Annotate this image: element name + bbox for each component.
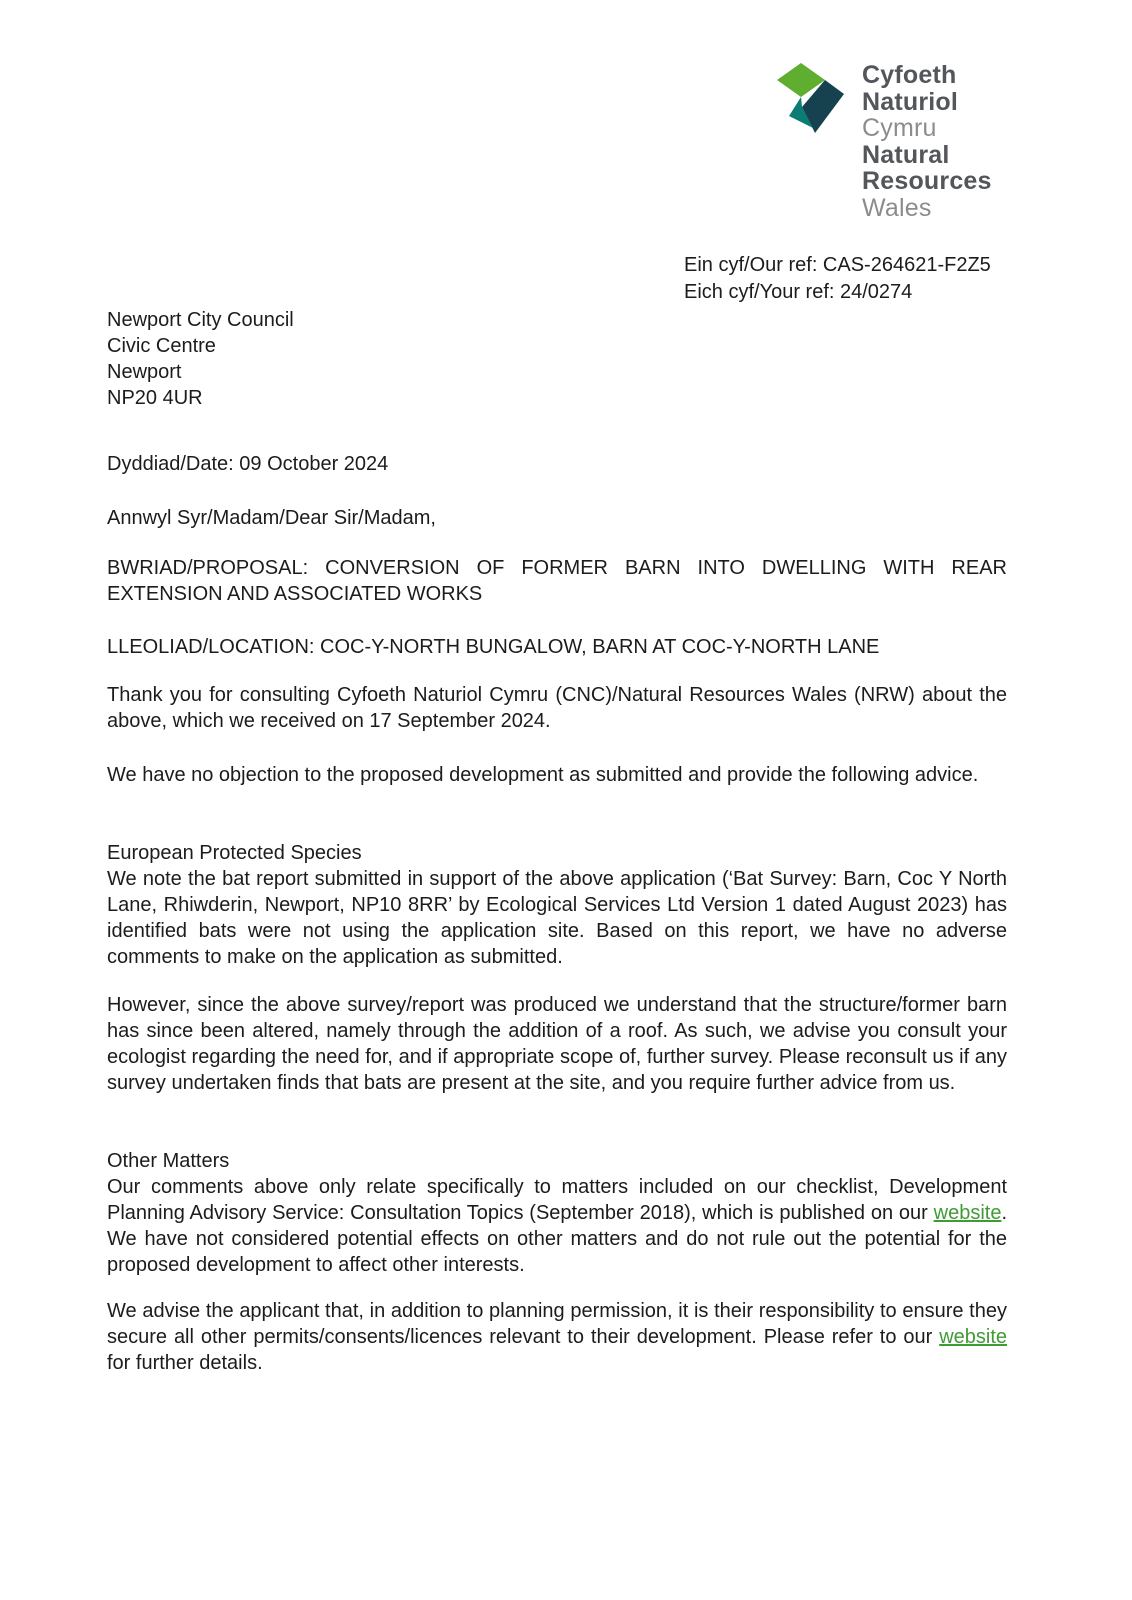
section-heading-other-matters: Other Matters: [107, 1150, 230, 1172]
logo-text-natural: Natural: [862, 140, 950, 169]
salutation: Annwyl Syr/Madam/Dear Sir/Madam,: [107, 507, 436, 529]
recipient-line: Civic Centre: [107, 335, 216, 357]
subject-proposal: BWRIAD/PROPOSAL: CONVERSION OF FORMER BARN INTO DWELLING WITH REAR EXTENSION AND ASSOCIATED WORKS: [107, 557, 1007, 605]
your-ref: Eich cyf/Your ref: 24/0274: [684, 281, 913, 303]
date-line: Dyddiad/Date: 09 October 2024: [107, 453, 389, 475]
body-paragraph-bat-report: We note the bat report submitted in support of the above application (‘Bat Survey: Barn, Coc Y North Lane, Rhiwderin, Newport, NP10 8RR’ by Ecological Services Ltd Version 1 dated August 2023) has identified bats were not using the application site. Based on this report, we have no adverse comments to make on the application as submitted.: [107, 868, 1007, 968]
logo-text-cyfoeth: Cyfoeth: [862, 61, 957, 89]
logo-text-cymru: Cymru: [862, 114, 937, 142]
logo-text-wales: Wales: [862, 193, 932, 222]
logo-text-naturiol: Naturiol: [862, 87, 959, 116]
nrw-logo-wordmark: [862, 62, 992, 221]
website-link[interactable]: website: [939, 1326, 1007, 1348]
paragraph-text: We advise the applicant that, in addition to planning permission, it is their responsibility to ensure they secure all other permits/consents/licences relevant to their development. Please refer to our: [107, 1300, 1007, 1348]
logo-text-resources: Resources: [862, 167, 992, 195]
recipient-address: [107, 307, 294, 411]
body-paragraph-further-survey: However, since the above survey/report was produced we understand that the structure/former barn has since been altered, namely through the addition of a roof. As such, we advise you consult your ecologist regarding the need for, and if appropriate scope of, further survey. Please reconsult us if any survey undertaken finds that bats are present at the site, and you require further advice from us.: [107, 994, 1007, 1094]
recipient-line: Newport: [107, 361, 182, 383]
our-ref: Ein cyf/Our ref: CAS-264621-F2Z5: [684, 254, 991, 276]
subject-location: LLEOLIAD/LOCATION: COC-Y-NORTH BUNGALOW, BARN AT COC-Y-NORTH LANE: [107, 636, 880, 658]
section-heading-european-protected-species: European Protected Species: [107, 842, 362, 864]
recipient-line: Newport City Council: [107, 309, 294, 331]
body-paragraph-thanks: Thank you for consulting Cyfoeth Naturiol Cymru (CNC)/Natural Resources Wales (NRW) about the above, which we received on 17 September 2024.: [107, 684, 1007, 732]
letterhead: [777, 62, 992, 221]
body-paragraph-checklist: [107, 1174, 1007, 1278]
body-paragraph-no-objection: We have no objection to the proposed development as submitted and provide the following advice.: [107, 764, 979, 786]
paragraph-text: for further details.: [107, 1352, 263, 1374]
paragraph-text: . We have not considered potential effects on other matters and do not rule out the potential for the proposed development to affect other interests.: [107, 1202, 1007, 1276]
nrw-logo-icon: [777, 62, 845, 134]
paragraph-text: Our comments above only relate specifically to matters included on our checklist, Development Planning Advisory Service: Consultation Topics (September 2018), which is published on our: [107, 1176, 1007, 1224]
website-link[interactable]: website: [933, 1202, 1002, 1224]
recipient-line: NP20 4UR: [107, 387, 203, 409]
body-paragraph-permits: [107, 1298, 1007, 1376]
reference-block: [684, 252, 991, 306]
